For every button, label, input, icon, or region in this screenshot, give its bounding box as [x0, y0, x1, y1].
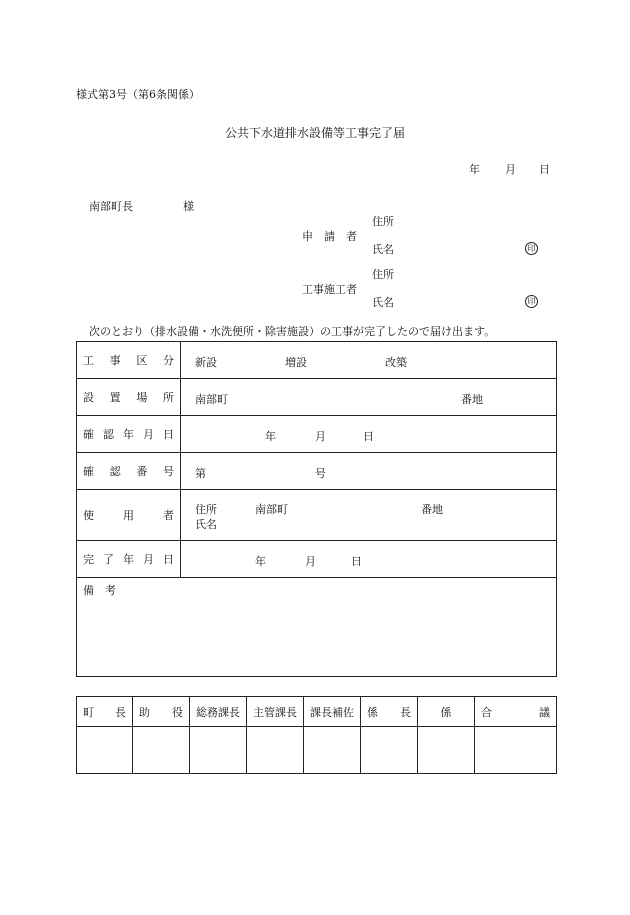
applicant-role: 申 請 者: [302, 230, 357, 243]
remarks-field[interactable]: [77, 578, 557, 677]
approval-stamp-assistant-chief[interactable]: [304, 727, 361, 774]
row-remarks: [77, 578, 557, 677]
approval-stamp-section-chief[interactable]: [247, 727, 304, 774]
approval-header-assistant-chief: 課長補佐: [304, 697, 361, 727]
complete-day: 日: [351, 555, 362, 568]
complete-month: 月: [305, 555, 316, 568]
approval-stamp-consultation[interactable]: [475, 727, 557, 774]
addressee-honorific: 様: [183, 200, 194, 213]
contractor-seal-icon: 印: [525, 294, 538, 308]
contractor-address-label: 住所: [372, 268, 394, 281]
row-place-value: [181, 379, 557, 416]
date-month-label: 月: [505, 163, 516, 176]
place-town: 南部町: [195, 393, 228, 406]
row-kind: [77, 342, 557, 379]
row-confirm-no-label: 確認番号: [77, 453, 181, 490]
row-place-label: 設置場所: [77, 379, 181, 416]
user-name-label: 氏名: [195, 518, 217, 531]
kind-option-new: 新設: [195, 356, 217, 369]
row-confirm-no: [77, 453, 557, 490]
form-number: 様式第3号（第6条関係）: [76, 88, 200, 101]
date-year-label: 年: [469, 163, 480, 176]
confirm-day: 日: [363, 430, 374, 443]
date-day-label: 日: [539, 163, 550, 176]
row-place: [77, 379, 557, 416]
row-kind-label: 工事区分: [77, 342, 181, 379]
place-banchi: 番地: [461, 393, 483, 406]
contractor-role: 工事施工者: [302, 283, 357, 296]
row-confirm-date-label: 確認年月日: [77, 416, 181, 453]
confirm-year: 年: [265, 430, 276, 443]
user-address-label: 住所: [195, 503, 217, 516]
applicant-name-label: 氏名: [372, 243, 394, 256]
confirm-no-prefix: 第: [195, 467, 206, 480]
user-banchi: 番地: [421, 503, 443, 516]
kind-option-extend: 増設: [285, 356, 307, 369]
page-title: 公共下水道排水設備等工事完了届: [224, 126, 405, 140]
completion-table: [76, 341, 557, 677]
row-kind-value: [181, 342, 557, 379]
approval-table: [76, 696, 557, 774]
approval-stamp-staff[interactable]: [418, 727, 475, 774]
row-complete-date-value: [181, 541, 557, 578]
confirm-month: 月: [315, 430, 326, 443]
kind-option-rebuild: 改築: [385, 356, 407, 369]
contractor-name-label: 氏名: [372, 296, 394, 309]
remarks-label: 備 考: [83, 584, 116, 597]
approval-stamp-mayor[interactable]: [77, 727, 133, 774]
approval-header-mayor: 町長: [77, 697, 133, 727]
row-complete-date-label: 完了年月日: [77, 541, 181, 578]
approval-header-section-chief: 主管課長: [247, 697, 304, 727]
intro-text: 次のとおり（排水設備・水洗便所・除害施設）の工事が完了したので届け出ます。: [89, 325, 496, 338]
approval-header-deputy: 助役: [133, 697, 190, 727]
approval-stamp-subsection-chief[interactable]: [361, 727, 418, 774]
row-user-label: 使用者: [77, 490, 181, 541]
row-confirm-date-value: [181, 416, 557, 453]
approval-stamp-row: [77, 727, 557, 774]
approval-header-general-affairs: 総務課長: [190, 697, 247, 727]
approval-header-row: [77, 697, 557, 727]
applicant-address-label: 住所: [372, 215, 394, 228]
user-town: 南部町: [255, 503, 288, 516]
row-user-value: [181, 490, 557, 541]
approval-header-consultation: 合議: [475, 697, 557, 727]
approval-stamp-general-affairs[interactable]: [190, 727, 247, 774]
row-confirm-date: [77, 416, 557, 453]
row-complete-date: [77, 541, 557, 578]
complete-year: 年: [255, 555, 266, 568]
row-user: [77, 490, 557, 541]
approval-header-staff: 係: [418, 697, 475, 727]
approval-stamp-deputy[interactable]: [133, 727, 190, 774]
confirm-no-suffix: 号: [315, 467, 326, 480]
approval-header-subsection-chief: 係長: [361, 697, 418, 727]
row-confirm-no-value: [181, 453, 557, 490]
addressee-name: 南部町長: [89, 200, 133, 213]
applicant-seal-icon: 印: [525, 241, 538, 255]
